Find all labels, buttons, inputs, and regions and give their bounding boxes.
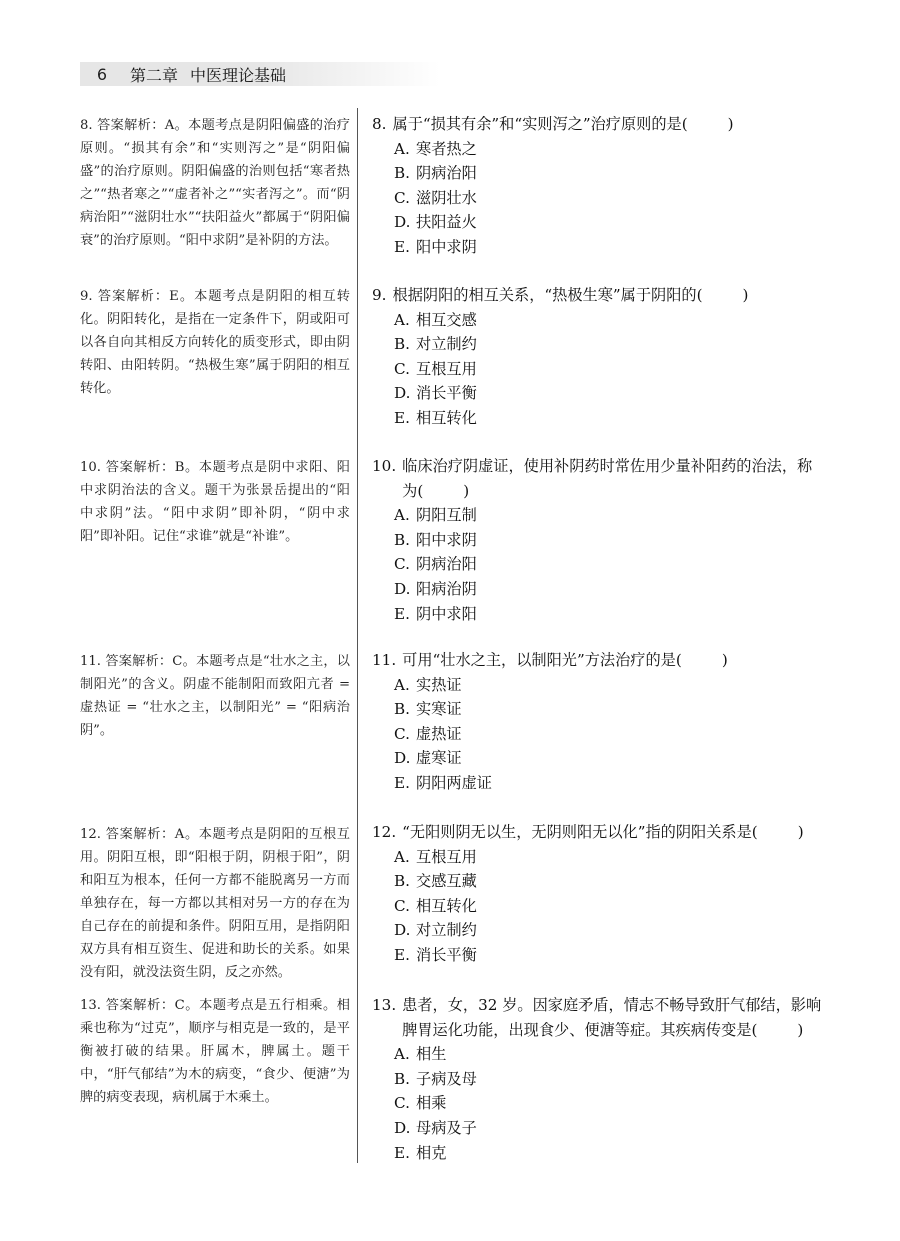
answer-paren-close: ) [797, 1020, 804, 1039]
option-letter: C. [394, 555, 410, 574]
option-list [372, 137, 822, 260]
explanation-9: 9. 答案解析：E。本题考点是阴阳的相互转化。阴阳转化，是指在一定条件下，阴或阳可以各自向其相反方向转化的质变形式，即由阴转阳、由阳转阴。“热极生寒”属于阴阳的相互转化。 [80, 289, 350, 396]
option-e [394, 406, 822, 431]
option-text: 相乘 [416, 1094, 447, 1113]
option-letter: D. [394, 1118, 411, 1137]
option-letter: E. [394, 773, 410, 792]
question-stem [372, 648, 822, 673]
option-letter: B. [394, 872, 410, 891]
option-letter: C. [394, 188, 410, 207]
option-letter: D. [394, 749, 411, 768]
option-letter: C. [394, 1094, 410, 1113]
option-letter: E. [394, 604, 410, 623]
option-b [394, 697, 822, 722]
option-letter: A. [394, 310, 410, 329]
option-c [394, 722, 822, 747]
option-a [394, 845, 822, 870]
option-letter: A. [394, 675, 410, 694]
question-number: 13. [372, 996, 397, 1014]
question-11 [372, 648, 822, 796]
option-b [394, 869, 822, 894]
option-text: 相互交感 [416, 310, 477, 329]
answer-paren-close: ) [742, 286, 749, 304]
explanation-12: 12. 答案解析：A。本题考点是阴阳的互根互用。阴阳互根，即“阳根于阴，阴根于阳”，阴和阳互为根本，任何一方都不能脱离另一方而单独存在，每一方都以其相对另一方的存在为自己存在的前提和条件。阴阳互用，是指阴阳双方具有相互资生、促进和助长的关系。如果没有阳，就没法资生阴，反之亦然。 [80, 827, 350, 980]
column-divider [357, 108, 358, 1163]
option-text: 消长平衡 [416, 384, 477, 403]
question-stem [372, 112, 822, 137]
option-c [394, 186, 822, 211]
option-letter: E. [394, 945, 410, 964]
option-list [372, 503, 822, 626]
option-text: 寒者热之 [416, 139, 477, 158]
option-letter: A. [394, 506, 410, 525]
option-list [372, 1042, 822, 1165]
option-text: 相生 [416, 1045, 447, 1064]
question-number: 12. [372, 823, 397, 841]
question-stem [372, 454, 822, 503]
option-letter: D. [394, 384, 411, 403]
option-letter: D. [394, 921, 411, 940]
option-text: 相互转化 [416, 408, 477, 427]
question-number: 8. [372, 115, 387, 133]
option-d [394, 210, 822, 235]
question-text: 临床治疗阴虚证，使用补阴药时常佐用少量补阳药的治法，称为( [402, 457, 813, 500]
option-d [394, 1116, 822, 1141]
option-letter: B. [394, 164, 410, 183]
explanation-8: 8. 答案解析：A。本题考点是阴阳偏盛的治疗原则。“损其有余”和“实则泻之”是“阴阳偏盛”的治疗原则。阴阳偏盛的治则包括“寒者热之”“热者寒之”“虚者补之”“实者泻之”。而“阴病治阳”“滋阴壮水”“扶阳益火”都属于“阴阳偏衰”的治疗原则。“阳中求阴”是补阴的方法。 [80, 118, 350, 248]
option-letter: A. [394, 847, 410, 866]
option-letter: B. [394, 335, 410, 354]
question-text: “无阳则阴无以生，无阴则阳无以化”指的阴阳关系是( [402, 823, 758, 841]
option-letter: D. [394, 213, 411, 232]
option-d [394, 577, 822, 602]
option-text: 对立制约 [416, 921, 477, 940]
option-letter: E. [394, 237, 410, 256]
page-header [80, 62, 840, 86]
question-8 [372, 112, 822, 260]
question-stem [372, 283, 822, 308]
option-text: 子病及母 [416, 1069, 477, 1088]
option-a [394, 137, 822, 162]
option-e [394, 602, 822, 627]
option-text: 对立制约 [416, 335, 477, 354]
option-text: 扶阳益火 [416, 213, 477, 232]
option-text: 阴病治阳 [416, 555, 477, 574]
option-letter: B. [394, 1069, 410, 1088]
option-text: 互根互用 [416, 847, 477, 866]
option-text: 实寒证 [416, 700, 462, 719]
option-b [394, 161, 822, 186]
page-number: 6 [96, 64, 108, 84]
option-text: 滋阴壮水 [416, 188, 477, 207]
option-a [394, 308, 822, 333]
option-text: 阴阳两虚证 [416, 773, 492, 792]
option-letter: B. [394, 530, 410, 549]
option-text: 阴中求阳 [416, 604, 477, 623]
option-text: 消长平衡 [416, 945, 477, 964]
explanation-11: 11. 答案解析：C。本题考点是“壮水之主，以制阳光”的含义。阴虚不能制阳而致阳亢者 = 虚热证 = “壮水之主，以制阳光” = “阳病治阴”。 [80, 654, 350, 738]
option-text: 互根互用 [416, 359, 477, 378]
question-13 [372, 993, 822, 1165]
option-d [394, 918, 822, 943]
option-text: 虚热证 [416, 724, 462, 743]
question-number: 11. [372, 651, 397, 669]
question-text: 属于“损其有余”和“实则泻之”治疗原则的是( [392, 115, 688, 133]
option-text: 交感互藏 [416, 872, 477, 891]
option-c [394, 357, 822, 382]
option-text: 实热证 [416, 675, 462, 694]
option-b [394, 528, 822, 553]
option-letter: E. [394, 1143, 410, 1162]
answer-paren-close: ) [797, 823, 804, 841]
option-letter: A. [394, 1045, 410, 1064]
question-text: 患者，女，32 岁。因家庭矛盾，情志不畅导致肝气郁结，影响脾胃运化功能，出现食少、便溏等症。其疾病传变是( [402, 996, 822, 1039]
option-text: 母病及子 [416, 1118, 477, 1137]
option-text: 相互转化 [416, 896, 477, 915]
option-letter: B. [394, 700, 410, 719]
option-list [372, 308, 822, 431]
option-letter: A. [394, 139, 410, 158]
option-text: 阴病治阳 [416, 164, 477, 183]
option-text: 阳中求阴 [416, 530, 477, 549]
option-a [394, 1042, 822, 1067]
option-b [394, 1067, 822, 1092]
option-d [394, 746, 822, 771]
answer-paren-close: ) [463, 481, 470, 500]
option-letter: D. [394, 579, 411, 598]
chapter-title: 中医理论基础 [190, 65, 287, 85]
option-text: 阴阳互制 [416, 506, 477, 525]
option-letter: E. [394, 408, 410, 427]
option-text: 阳病治阴 [416, 579, 477, 598]
question-stem [372, 993, 822, 1042]
question-number: 10. [372, 457, 397, 475]
option-text: 阳中求阴 [416, 237, 477, 256]
explanation-10: 10. 答案解析：B。本题考点是阴中求阳、阳中求阴治法的含义。题干为张景岳提出的“阳中求阴”法。“阳中求阴”即补阴，“阴中求阳”即补阳。记住“求谁”就是“补谁”。 [80, 460, 350, 544]
option-d [394, 381, 822, 406]
question-10 [372, 454, 822, 626]
answer-paren-close: ) [721, 651, 728, 669]
option-e [394, 235, 822, 260]
option-letter: C. [394, 896, 410, 915]
question-text: 根据阴阳的相互关系，“热极生寒”属于阴阳的( [392, 286, 703, 304]
answer-paren-close: ) [727, 115, 734, 133]
option-c [394, 552, 822, 577]
question-stem [372, 820, 822, 845]
option-list [372, 845, 822, 968]
option-c [394, 894, 822, 919]
option-e [394, 943, 822, 968]
question-9 [372, 283, 822, 431]
question-text: 可用“壮水之主，以制阳光”方法治疗的是( [402, 651, 682, 669]
option-text: 相克 [416, 1143, 447, 1162]
option-a [394, 673, 822, 698]
explanation-13: 13. 答案解析：C。本题考点是五行相乘。相乘也称为“过克”，顺序与相克是一致的，是平衡被打破的结果。肝属木，脾属土。题干中，“肝气郁结”为木的病变，“食少、便溏”为脾的病变表现，病机属于木乘土。 [80, 998, 350, 1105]
option-letter: C. [394, 724, 410, 743]
option-text: 虚寒证 [416, 749, 462, 768]
option-a [394, 503, 822, 528]
chapter-label: 第二章 [130, 65, 179, 85]
option-c [394, 1091, 822, 1116]
option-e [394, 771, 822, 796]
question-12 [372, 820, 822, 968]
option-list [372, 673, 822, 796]
option-e [394, 1141, 822, 1166]
option-b [394, 332, 822, 357]
chapter-heading [130, 63, 286, 86]
option-letter: C. [394, 359, 410, 378]
question-number: 9. [372, 286, 387, 304]
